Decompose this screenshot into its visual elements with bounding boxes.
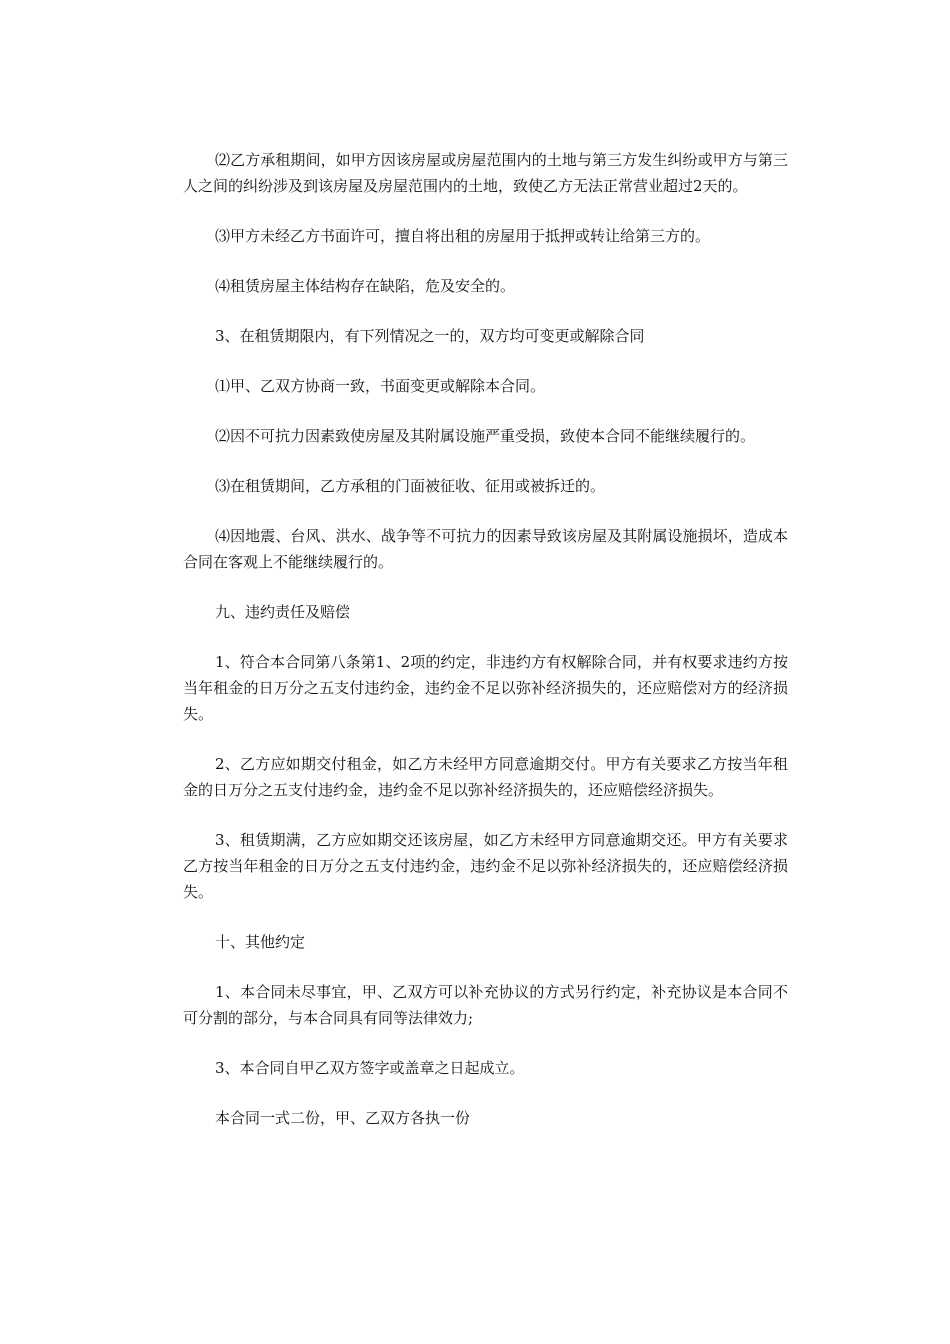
section-heading-nine: 九、违约责任及赔偿 xyxy=(215,603,351,621)
paragraph-breach-3: 3、租赁期满，乙方应如期交还该房屋，如乙方未经甲方同意逾期交还。甲方有关要求乙方按当年租金的日万分之五支付违约金，违约金不足以弥补经济损失的，还应赔偿经济损失。 xyxy=(183,831,788,901)
paragraph-clause-2-4: ⑷租赁房屋主体结构存在缺陷，危及安全的。 xyxy=(215,277,516,295)
paragraph-clause-3-3: ⑶在租赁期间，乙方承租的门面被征收、征用或被拆迁的。 xyxy=(215,477,606,495)
paragraph-clause-3-4: ⑷因地震、台风、洪水、战争等不可抗力的因素导致该房屋及其附属设施损坏，造成本合同在客观上不能继续履行的。 xyxy=(183,527,788,571)
document-body xyxy=(183,147,788,1155)
paragraph-clause-2-2: ⑵乙方承租期间，如甲方因该房屋或房屋范围内的土地与第三方发生纠纷或甲方与第三人之间的纠纷涉及到该房屋及房屋范围内的土地，致使乙方无法正常营业超过2天的。 xyxy=(183,151,788,195)
paragraph-breach-1: 1、符合本合同第八条第1、2项的约定，非违约方有权解除合同，并有权要求违约方按当年租金的日万分之五支付违约金，违约金不足以弥补经济损失的，还应赔偿对方的经济损失。 xyxy=(183,653,788,723)
paragraph-other-3: 3、本合同自甲乙双方签字或盖章之日起成立。 xyxy=(215,1059,525,1077)
paragraph-clause-3-2: ⑵因不可抗力因素致使房屋及其附属设施严重受损，致使本合同不能继续履行的。 xyxy=(215,427,756,445)
paragraph-clause-3-1: ⑴甲、乙双方协商一致，书面变更或解除本合同。 xyxy=(215,377,546,395)
section-heading-ten: 十、其他约定 xyxy=(215,933,306,951)
paragraph-clause-3: 3、在租赁期限内，有下列情况之一的，双方均可变更或解除合同 xyxy=(215,327,645,345)
paragraph-copies: 本合同一式二份，甲、乙双方各执一份 xyxy=(215,1109,471,1127)
paragraph-clause-2-3: ⑶甲方未经乙方书面许可，擅自将出租的房屋用于抵押或转让给第三方的。 xyxy=(215,227,711,245)
paragraph-other-1: 1、本合同未尽事宜，甲、乙双方可以补充协议的方式另行约定，补充协议是本合同不可分割的部分，与本合同具有同等法律效力; xyxy=(183,983,788,1027)
paragraph-breach-2: 2、乙方应如期交付租金，如乙方未经甲方同意逾期交付。甲方有关要求乙方按当年租金的日万分之五支付违约金，违约金不足以弥补经济损失的，还应赔偿经济损失。 xyxy=(183,755,788,799)
